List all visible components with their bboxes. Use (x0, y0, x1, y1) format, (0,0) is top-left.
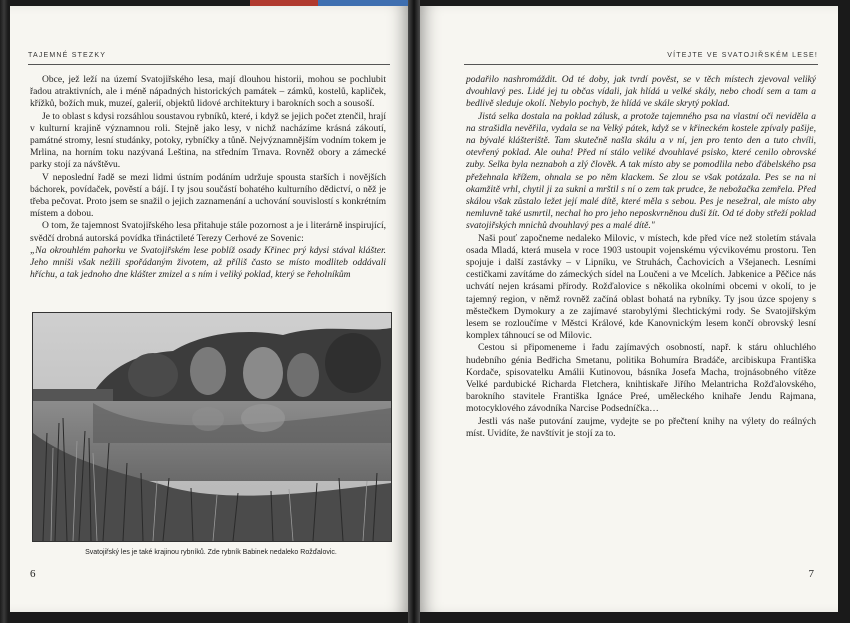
left-page (10, 6, 408, 612)
left-italic-story: „Na okrouhlém pahorku ve Svatojiřském lese poblíž osady Křinec prý kdysi stával klášter. Jeho mniši však nežili spořádaným životem, až příliš často se místo modliteb oddávali hříchu, a tak jednoho dne klášter zmizel a s ním i veliký poklad, který se řeholníkům (30, 244, 386, 281)
left-header-rule (28, 64, 390, 65)
right-page (420, 6, 838, 612)
right-italic-story: Jistá selka dostala na poklad zálusk, a protože tajemného psa na vlastní oči neviděla a na strašidla nevěřila, vydala se na Velký pátek, když se v křineckém kostele zpívaly pašije, na bývalé klášteriště. Tam skutečně našla skálu a v ní, jen pro tento den a tuto chvíli, otevřený poklad. Ale ouha! Před ní stálo veliké dvouhlavé psisko, které cenilo obrovské zuby. Selka byla neznaboh a zlý člověk. A tak místo aby se pomodlila nebo ďábelského psa přežehnala křížem, ohnala se po něm klackem. Se zlou se však potázala. Pes se na ni okamžitě vrhl, chytil ji za sukni a mrštil s ní o zem tak prudce, že nebožačka zemřela. Před skálou však zůstalo ležet její malé dítě, které měla s sebou. Pes je nesežral, ale místo aby nemluvně také usmrtil, nechal ho pro jeho neposkvrněnou duši žít. Od té doby střeží poklad svatojiřských mnichů dvouhlavý pes a malé dítě." (466, 110, 816, 232)
left-page-text (30, 74, 386, 281)
right-header-rule (464, 64, 818, 65)
left-paragraph: Je to oblast s kdysi rozsáhlou soustavou rybníků, které, i když se jejich počet ztenčil, hrají v kulturní krajině významnou roli. Stejně jako lesy, v nichž nacházíme krásná zákoutí, památné stromy, lesní studánky, potoky, rybníčky a tůně. Nejvýznamnějším vodním tokem je Mrlina, na horním toku nazývaná Leština, na středním Trnava. Rovněž obory a zámecké parky stojí za návštěvu. (30, 110, 386, 171)
right-page-text (466, 74, 816, 440)
pond-photo (32, 312, 392, 542)
left-paragraph: Obce, jež leží na území Svatojiřského lesa, mají dlouhou historii, mohou se pochlubit řadou atraktivních, ale i méně nápadných historických památek – zámků, kostelů, kapliček, křížků, božích muk, muzeí, galerií, objektů lidové architektury i barokních soch a sousoší. (30, 74, 386, 110)
left-paragraph: V neposlední řadě se mezi lidmi ústním podáním udržuje spousta starších i novějších báchorek, povídaček, pověstí a bájí. I ty jsou součástí bohatého kulturního dědictví, o něž je třeba pečovat. Proto jsem se snažil o jejich zaznamenání a uchování souvislostí s konkrétním místem a dobou. (30, 171, 386, 220)
right-running-head: VÍTEJTE VE SVATOJIŘSKÉM LESE! (667, 52, 818, 59)
right-page-number: 7 (808, 568, 814, 580)
book-gutter (408, 0, 420, 623)
right-paragraph: Jestli vás naše putování zaujme, vydejte se po přečtení knihy na výlety do reálných míst. Uvidíte, že navštívit je stojí za to. (466, 415, 816, 439)
left-running-head: TAJEMNÉ STEZKY (28, 52, 107, 59)
pond-landscape-image (33, 313, 391, 541)
left-page-number: 6 (30, 568, 36, 580)
right-italic-story: podařilo nashromáždit. Od té doby, jak tvrdí pověst, se v těch místech zjevoval veliký dvouhlavý pes. Lidé jej tu občas vídali, jak hlídá u velké skály, nebo chodí sem a tam a bedlivě sleduje okolí. Nebylo pochyb, že hlídá ve skále skrytý poklad. (466, 74, 816, 110)
right-paragraph: Cestou si připomeneme i řadu zajímavých osobností, např. k stáru ohluchlého hudebního génia Bedřicha Smetanu, politika Bohumíra Bradáče, arcibiskupa Františka Kordače, spisovatelku Amálii Kutinovou, básníka Josefa Macha, trojnásobného vítěze Velké pardubické Richarda Fletchera, knihtiskaře Jiřího Melantricha Rožďalovského, barokního stavitele Františka Ignáce Preé, uměleckého knihaře Jendu Rajmana, motocyklového závodníka Narcise Podsedníčka… (466, 342, 816, 415)
photo-caption: Svatojiřský les je také krajinou rybníků. Zde rybník Babinek nedaleko Rožďalovic. (85, 549, 337, 556)
left-paragraph: O tom, že tajemnost Svatojiřského lesa přitahuje stále pozornost a je i literárně inspirující, svědčí drobná autorská povídka třináctileté Terezy Cerhové ze Sovenic: (30, 220, 386, 244)
right-paragraph: Naši pouť započneme nedaleko Milovic, v místech, kde před více než stoletím stávala osada Mladá, která musela v roce 1903 ustoupit vojenskému výcvikovému prostoru. Ten spojuje i další zastávky – v Lipníku, ve Struhách, Čachovicích a Všejanech. Lesními cestičkami zavítáme do zámeckých sídel na Loučeni a ve Mcelích. Jabkenice a Pěčice nás uchvátí nejen krásami přírody. Rožďalovice s několika okolními obcemi v okolí, to je tajemný region, v němž rovněž začíná oblast bohatá na rybníky. Ty jsou úzce spojeny s městečkem Dymokury a ze zajímavé starobylými šlechtickými rody. Se Svatojiřským lesem se rozloučíme v Městci Králové, kde Kanovnickým lesem končí obrovský lesní komplex táhnoucí se od Milovic. (466, 232, 816, 342)
